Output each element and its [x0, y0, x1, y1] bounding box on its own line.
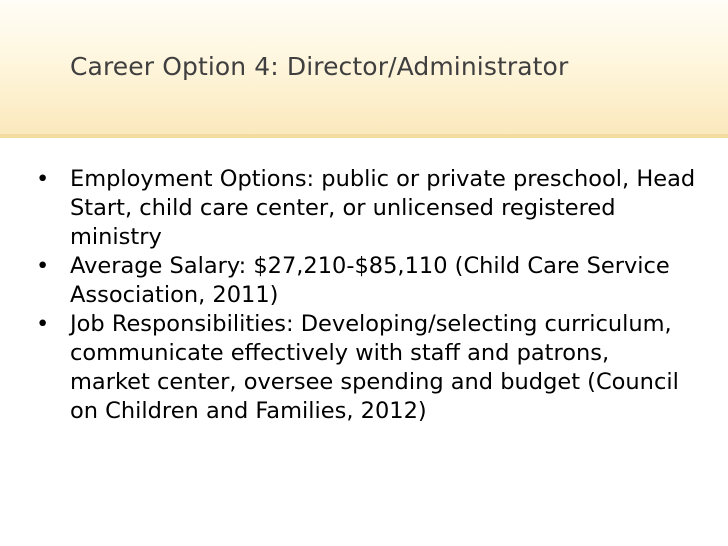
bullet-dot-icon: •: [36, 166, 50, 192]
bullet-text: Employment Options: public or private preschool, Head Start, child care center, or unlicensed registered ministry: [70, 166, 696, 250]
bullet-text: Average Salary: $27,210-$85,110 (Child Care Service Association, 2011): [70, 253, 670, 308]
slide-title: Career Option 4: Director/Administrator: [70, 52, 569, 81]
bullet-dot-icon: •: [36, 253, 50, 279]
title-divider: [0, 134, 728, 138]
bullet-job-responsibilities: [36, 310, 696, 426]
bullet-list: [36, 165, 696, 426]
bullet-employment-options: [36, 165, 696, 252]
bullet-average-salary: [36, 252, 696, 310]
bullet-text: Job Responsibilities: Developing/selecting curriculum, communicate effectively with staff and patrons, market center, oversee spending and budget (Council on Children and Families, 2012): [70, 311, 679, 424]
bullet-dot-icon: •: [36, 311, 50, 337]
